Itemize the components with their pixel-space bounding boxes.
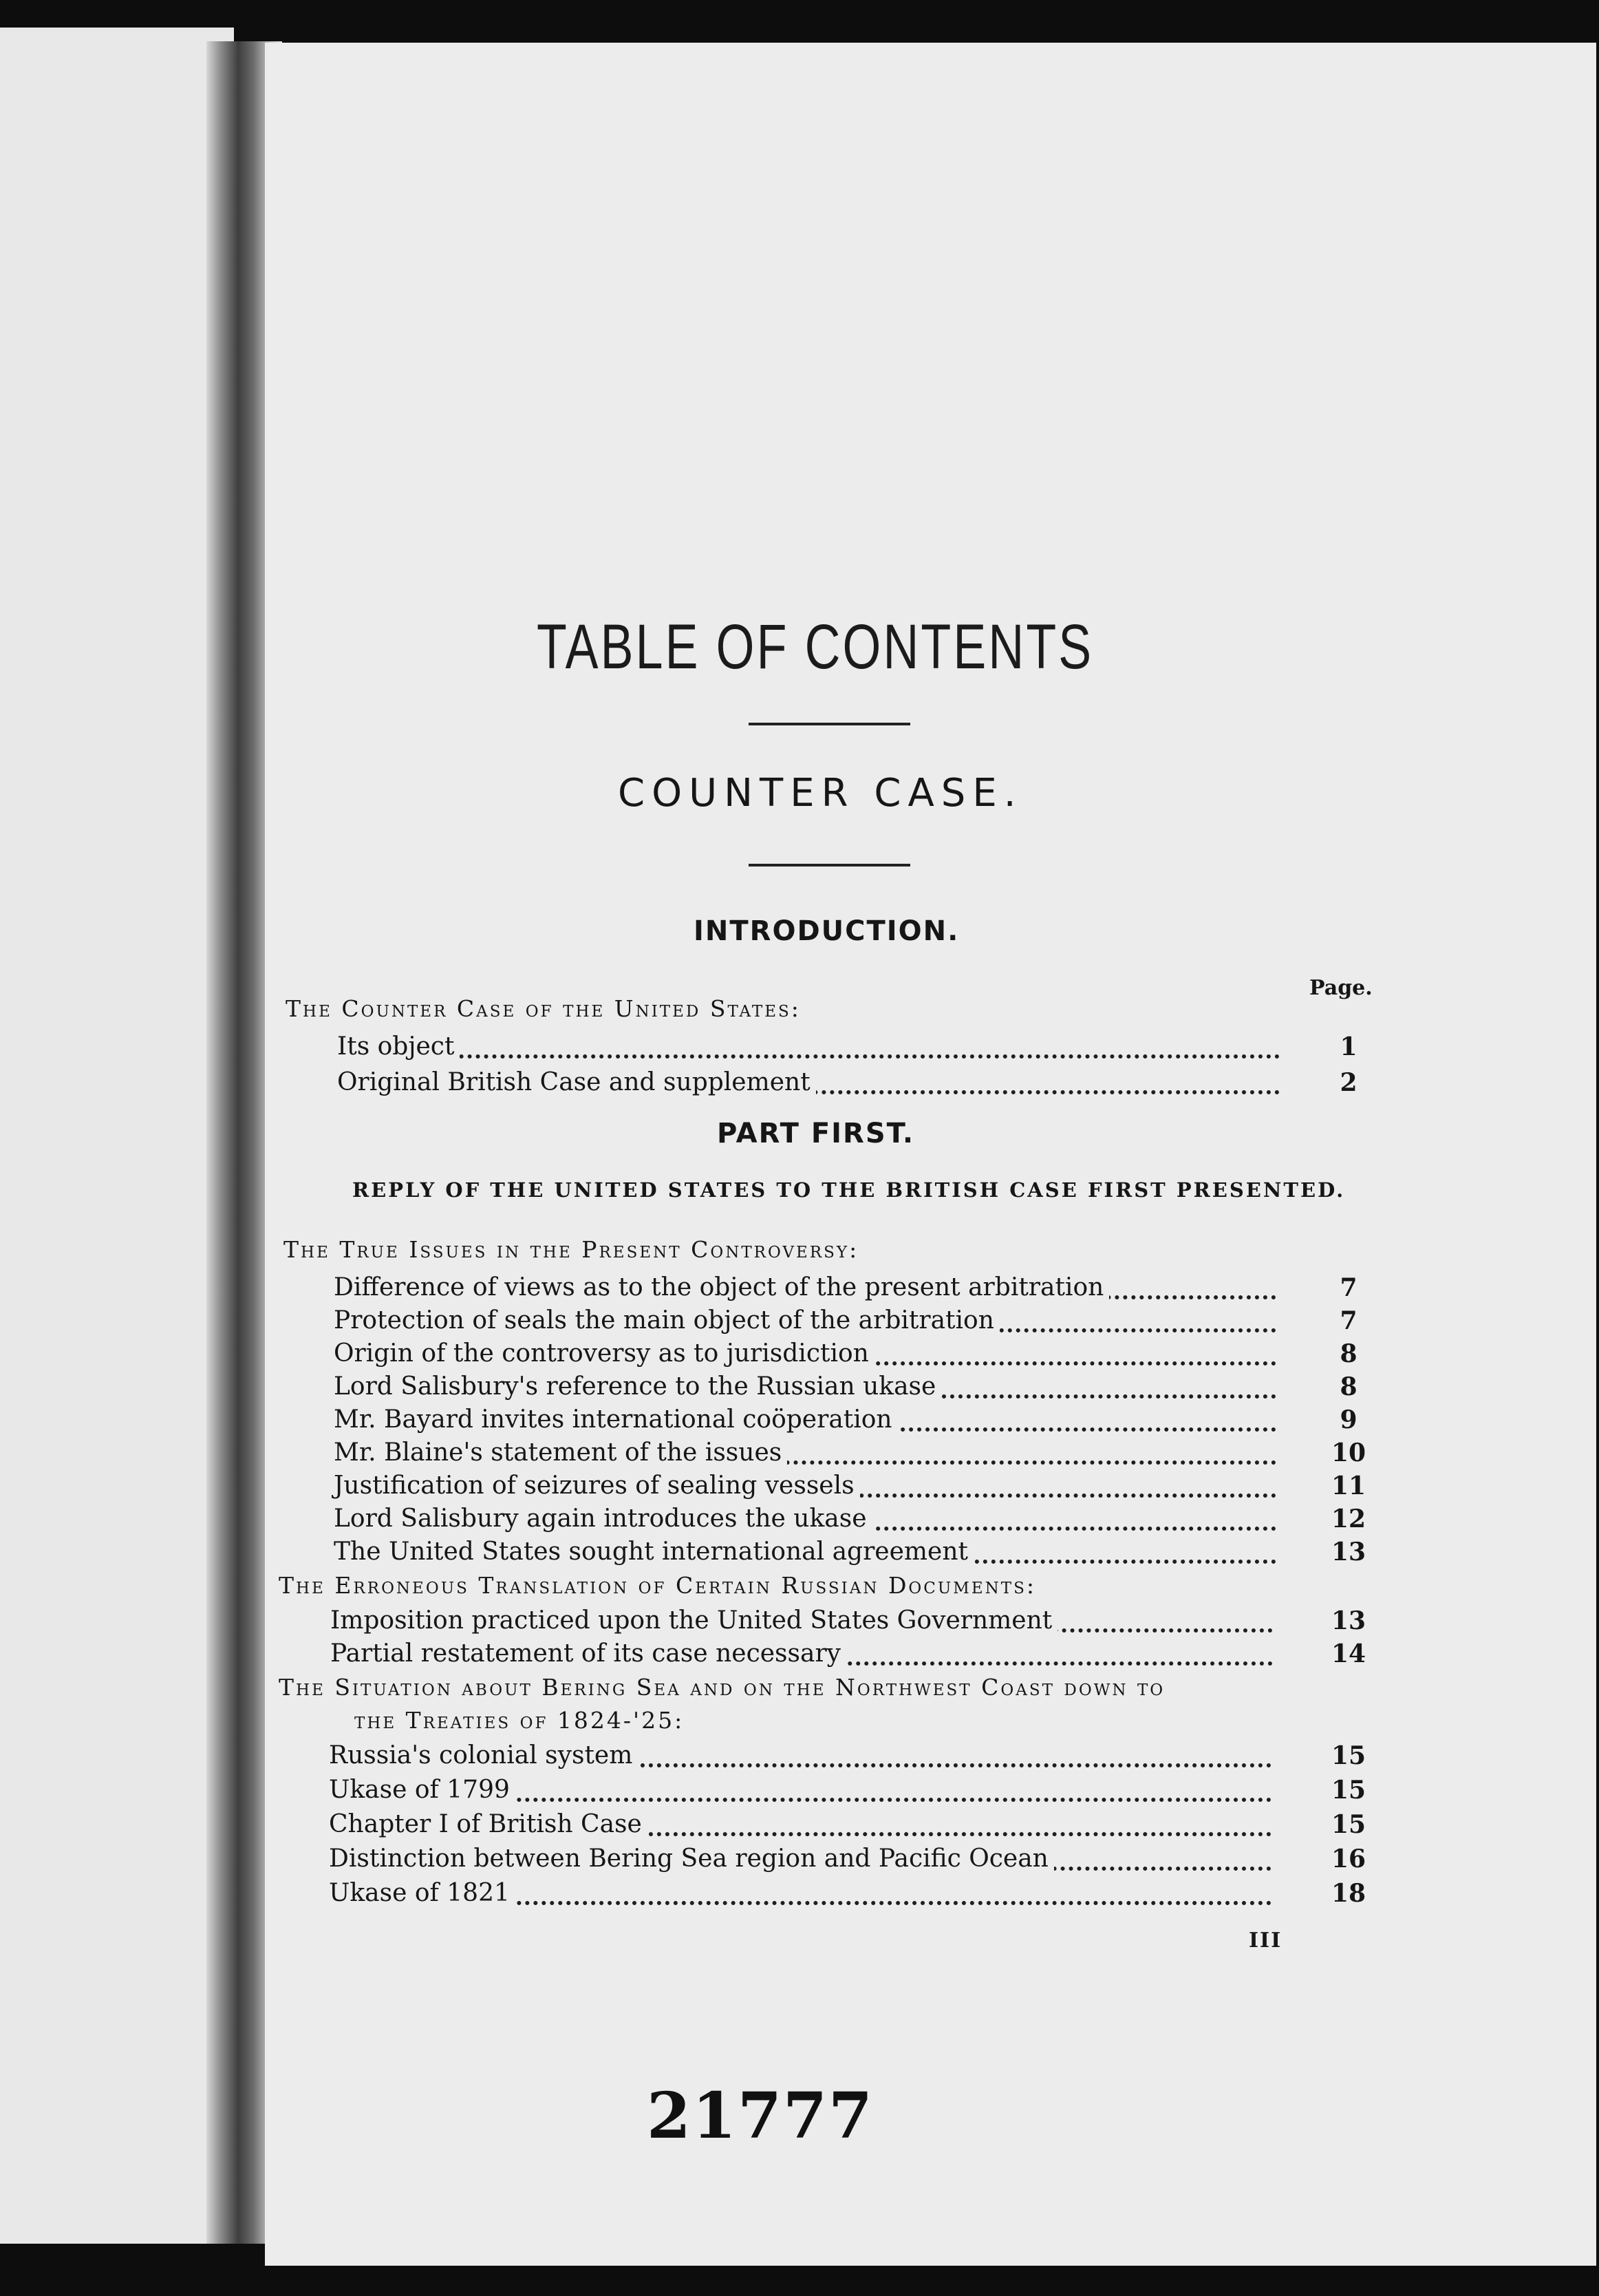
- toc-entry: [334, 1372, 1366, 1405]
- toc-entry-page: 15: [1331, 1810, 1366, 1839]
- toc-entry-page: 14: [1331, 1639, 1366, 1668]
- dot-leader: [344, 1054, 1280, 1059]
- toc-entry: [334, 1339, 1366, 1372]
- toc-entry: [337, 1068, 1369, 1101]
- toc-entry: [329, 1741, 1366, 1774]
- toc-entry-label: Lord Salisbury again introduces the ukase: [334, 1505, 872, 1533]
- toc-entry: [334, 1273, 1366, 1306]
- toc-entry-label: Origin of the controversy as to jurisdiction: [334, 1339, 874, 1368]
- toc-entry-label: Ukase of 1821: [329, 1879, 515, 1907]
- toc-entry-page: 16: [1331, 1845, 1366, 1873]
- toc-entry-page: 10: [1331, 1438, 1366, 1467]
- document-page: [265, 43, 1596, 2266]
- toc-entry-page: 15: [1331, 1741, 1366, 1770]
- toc-entry-page: 11: [1331, 1471, 1366, 1500]
- toc-entry-label: Justification of seizures of sealing vessels: [334, 1471, 860, 1500]
- toc-entry: [334, 1505, 1366, 1538]
- toc-entry: [329, 1776, 1366, 1809]
- title-divider: [749, 723, 910, 725]
- toc-entry: [334, 1405, 1366, 1438]
- document-subtitle: COUNTER CASE.: [618, 771, 1023, 816]
- toc-entry-label: Difference of views as to the object of the present arbitration: [334, 1273, 1109, 1301]
- toc-entry-label: Chapter I of British Case: [329, 1810, 647, 1838]
- section-title: The Situation about Bering Sea and on the Northwest Coast down to: [279, 1674, 1166, 1701]
- facing-page: [0, 28, 234, 2244]
- document-title: TABLE OF CONTENTS: [537, 612, 1094, 682]
- toc-entry-label: Lord Salisbury's reference to the Russian ukase: [334, 1372, 941, 1401]
- toc-entry-label: Russia's colonial system: [329, 1741, 638, 1769]
- toc-entry-label: Mr. Blaine's statement of the issues: [334, 1438, 787, 1467]
- toc-entry-page: 15: [1331, 1776, 1366, 1805]
- toc-entry: [329, 1879, 1366, 1912]
- toc-entry: [337, 1032, 1369, 1065]
- toc-entry: [330, 1639, 1366, 1672]
- toc-entry: [334, 1438, 1366, 1471]
- subtitle-divider: [749, 864, 910, 867]
- toc-entry-label: The United States sought international agreement: [334, 1538, 974, 1566]
- section-title: The Erroneous Translation of Certain Russian Documents:: [279, 1572, 1036, 1599]
- toc-entry-page: 7: [1340, 1273, 1357, 1302]
- toc-entry-label: Partial restatement of its case necessary: [330, 1639, 846, 1668]
- part-heading: PART FIRST.: [717, 1118, 915, 1149]
- toc-entry-label: Mr. Bayard invites international coöperation: [334, 1405, 898, 1434]
- toc-entry-label: Its object: [337, 1032, 460, 1061]
- page-number-roman: III: [1249, 1928, 1283, 1953]
- toc-entry-page: 8: [1340, 1372, 1357, 1401]
- part-subheading: REPLY OF THE UNITED STATES TO THE BRITISH CASE FIRST PRESENTED.: [352, 1178, 1346, 1202]
- toc-entry-page: 7: [1340, 1306, 1357, 1335]
- toc-entry-page: 13: [1331, 1538, 1366, 1566]
- toc-entry-page: 1: [1340, 1032, 1357, 1061]
- toc-entry: [329, 1845, 1366, 1878]
- toc-entry-page: 13: [1331, 1606, 1366, 1635]
- toc-entry-page: 9: [1340, 1405, 1357, 1434]
- toc-entry-label: Ukase of 1799: [329, 1776, 515, 1804]
- toc-entry-label: Original British Case and supplement: [337, 1068, 816, 1096]
- toc-entry: [329, 1810, 1366, 1843]
- toc-entry-page: 12: [1331, 1505, 1366, 1533]
- toc-entry-label: Protection of seals the main object of the arbitration: [334, 1306, 1000, 1335]
- toc-entry-label: Imposition practiced upon the United States Government: [330, 1606, 1058, 1635]
- toc-entry: [334, 1306, 1366, 1339]
- page-column-header: Page.: [1309, 976, 1373, 1000]
- toc-entry: [334, 1538, 1366, 1571]
- section-title: The True Issues in the Present Controversy:: [283, 1236, 859, 1263]
- introduction-heading: INTRODUCTION.: [694, 915, 960, 947]
- stamp-number: 21777: [647, 2079, 874, 2153]
- toc-entry: [330, 1606, 1366, 1639]
- toc-entry-page: 18: [1331, 1879, 1366, 1908]
- section-title: The Counter Case of the United States:: [286, 995, 801, 1022]
- toc-entry-page: 8: [1340, 1339, 1357, 1368]
- toc-entry-page: 2: [1340, 1068, 1357, 1097]
- toc-entry-label: Distinction between Bering Sea region and Pacific Ocean: [329, 1845, 1054, 1873]
- section-title-continued: the Treaties of 1824-'25:: [354, 1707, 685, 1734]
- toc-entry: [334, 1471, 1366, 1505]
